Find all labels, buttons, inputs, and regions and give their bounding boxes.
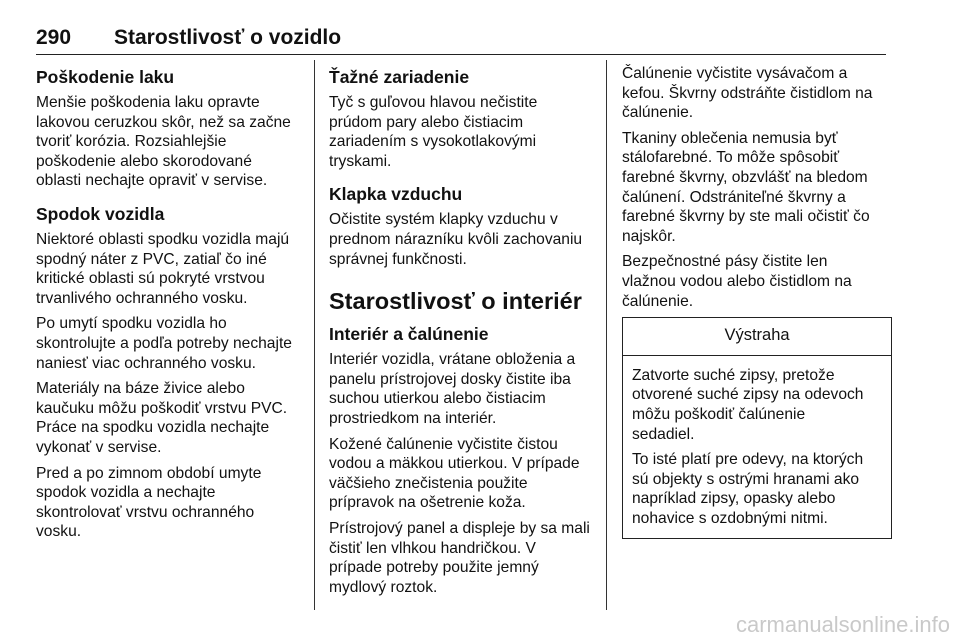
page-header <box>36 24 886 55</box>
page-title: Starostlivosť o vozidlo <box>114 26 342 49</box>
column-left <box>36 64 306 548</box>
warning-title: Výstraha <box>623 318 891 356</box>
page-number: 290 <box>36 26 72 49</box>
paragraph: Prístrojový panel a displeje by sa mali čistiť len vlhkou handričkou. V prípade potreby použite jemný mydlový roztok. <box>329 519 590 596</box>
heading-paint-damage: Poškodenie laku <box>36 67 175 87</box>
paragraph: Zatvorte suché zipsy, pretože otvorené suché zipsy na odevoch môžu poškodiť čalúnenie sedadiel. <box>632 366 864 443</box>
paragraph: Čalúnenie vyčistite vysávačom a kefou. Škvrny odstráňte čistidlom na čalúnenie. <box>622 65 873 122</box>
heading-interior-upholstery: Interiér a čalúnenie <box>329 324 489 345</box>
column-middle <box>329 64 597 603</box>
heading-air-flap: Klapka vzduchu <box>329 184 463 205</box>
heading-tow-bar: Ťažné zariadenie <box>329 67 470 87</box>
paragraph: Tyč s guľovou hlavou nečistite prúdom pary alebo čistiacim zariadením s vysokotlakovými tryskami. <box>329 94 538 170</box>
paragraph: Očistite systém klapky vzduchu v prednom nárazníku kvôli zachovaniu správnej funkčnosti. <box>329 211 583 268</box>
paragraph: To isté platí pre odevy, na ktorých sú objekty s ostrými hranami ako napríklad zipsy, opasky alebo nohavice s ozdobnými nitmi. <box>632 451 864 527</box>
section-title-interior-care: Starostlivosť o interiér <box>329 288 582 315</box>
paragraph: Pred a po zimnom období umyte spodok vozidla a nechajte skontrolovať vrstvu ochranného vosku. <box>36 464 262 541</box>
column-divider <box>314 60 315 610</box>
column-right <box>622 64 892 539</box>
watermark: carmanualsonline.info <box>735 612 950 637</box>
paragraph: Materiály na báze živice alebo kaučuku môžu poškodiť vrstvu PVC. Práce na spodku vozidla nechajte vykonať v servise. <box>36 380 288 456</box>
warning-box <box>622 317 892 539</box>
column-divider <box>606 60 607 610</box>
paragraph: Kožené čalúnenie vyčistite čistou vodou a mäkkou utierkou. V prípade väčšieho znečistenia použite prípravok na ošetrenie koža. <box>329 435 580 512</box>
paragraph: Niektoré oblasti spodku vozidla majú spodný náter z PVC, zatiaľ čo iné kritické oblasti sú pokryté vrstvou trvanlivého ochranného vosku. <box>36 230 290 307</box>
paragraph: Bezpečnostné pásy čistite len vlažnou vodou alebo čistidlom na čalúnenie. <box>622 253 852 310</box>
paragraph: Interiér vozidla, vrátane obloženia a panelu prístrojovej dosky čistite iba suchou utierkou alebo čistiacim prostriedkom na interiér. <box>329 351 576 427</box>
warning-body <box>623 356 891 539</box>
paragraph: Tkaniny oblečenia nemusia byť stálofarebné. To môže spôsobiť farebné škvrny, obzvlášť na bledom čalúnení. Odstrániteľné škvrny a farebné škvrny by ste mali očistiť čo najskôr. <box>622 129 870 245</box>
heading-underbody: Spodok vozidla <box>36 203 165 224</box>
paragraph: Menšie poškodenia laku opravte lakovou ceruzkou skôr, než sa začne tvoriť korózia. Rozsiahlejšie poškodenie alebo skorodované oblasti nechajte opraviť v servise. <box>36 94 291 190</box>
paragraph: Po umytí spodku vozidla ho skontrolujte a podľa potreby nechajte naniesť viac ochranného vosku. <box>36 315 292 372</box>
